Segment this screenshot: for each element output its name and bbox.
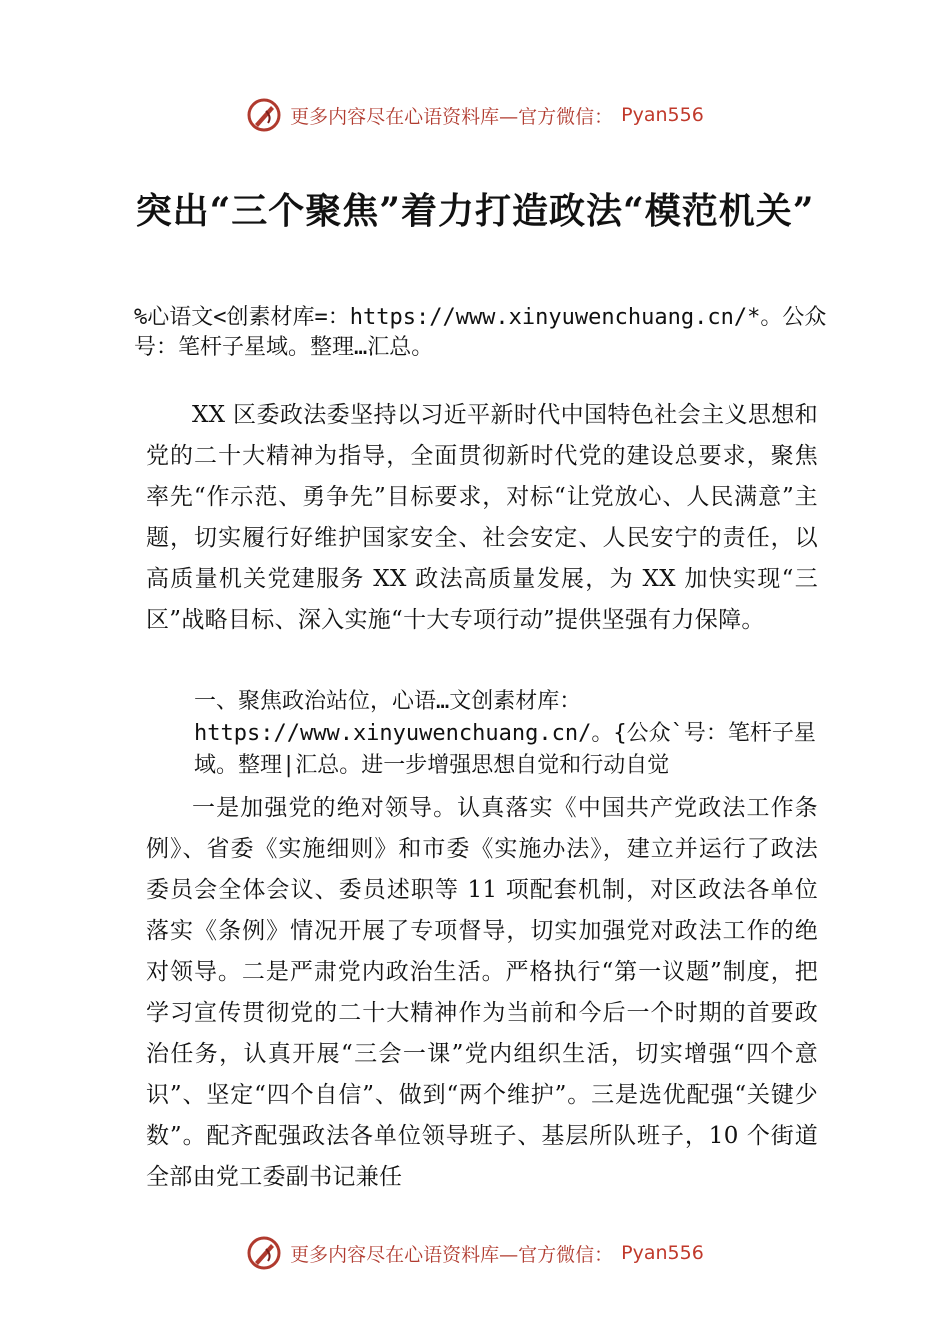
paragraph-intro: XX 区委政法委坚持以习近平新时代中国特色社会主义思想和党的二十大精神为指导，全面贯彻新时代党的建设总要求，聚焦率先“作示范、勇争先”目标要求，对标“让党放心、人民满意”主题，切实履行好维护国家安全、社会安定、人民安宁的责任，以高质量机关党建服务 XX 政法高质量发展，为 XX 加快实现“三区”战略目标、深入实施“十大专项行动”提供坚强有力保障。 xyxy=(146,402,818,633)
header-banner xyxy=(0,95,950,135)
pen-logo-icon xyxy=(246,97,282,133)
banner-text: 更多内容尽在心语资料库—官方微信： xyxy=(290,1243,614,1266)
footer-banner xyxy=(0,1233,950,1273)
section-heading: 一、聚焦政治站位，心语…文创素材库：https://www.xinyuwenchuang.cn/。{公众`号：笔杆子星域。整理|汇总。进一步增强思想自觉和行动自觉 xyxy=(194,689,816,778)
paragraph-body: 一是加强党的绝对领导。认真落实《中国共产党政法工作条例》、省委《实施细则》和市委《实施办法》，建立并运行了政法委员会全体会议、委员述职等 11 项配套机制，对区政法各单位落实《条例》情况开展了专项督导，切实加强党对政法工作的绝对领导。二是严肃党内政治生活。严格执行“第一议题”制度，把学习宣传贯彻党的二十大精神作为当前和今后一个时期的首要政治任务，认真开展“三会一课”党内组织生活，切实增强“四个意识”、坚定“四个自信”、做到“两个维护”。三是选优配强“关键少数”。配齐配强政法各单位领导班子、基层所队班子，10 个街道全部由党工委副书记兼任 xyxy=(146,795,818,1190)
pen-logo-icon xyxy=(246,1235,282,1271)
banner-text: 更多内容尽在心语资料库—官方微信： xyxy=(290,105,614,128)
source-note: %心语文<创素材库=：https://www.xinyuwenchuang.cn/*。公众号：笔杆子星域。整理…汇总。 xyxy=(134,305,827,360)
document-title: 突出“三个聚焦”着力打造政法“模范机关” xyxy=(135,190,815,232)
wechat-id: Pyan556 xyxy=(621,104,704,126)
wechat-id: Pyan556 xyxy=(621,1242,704,1264)
